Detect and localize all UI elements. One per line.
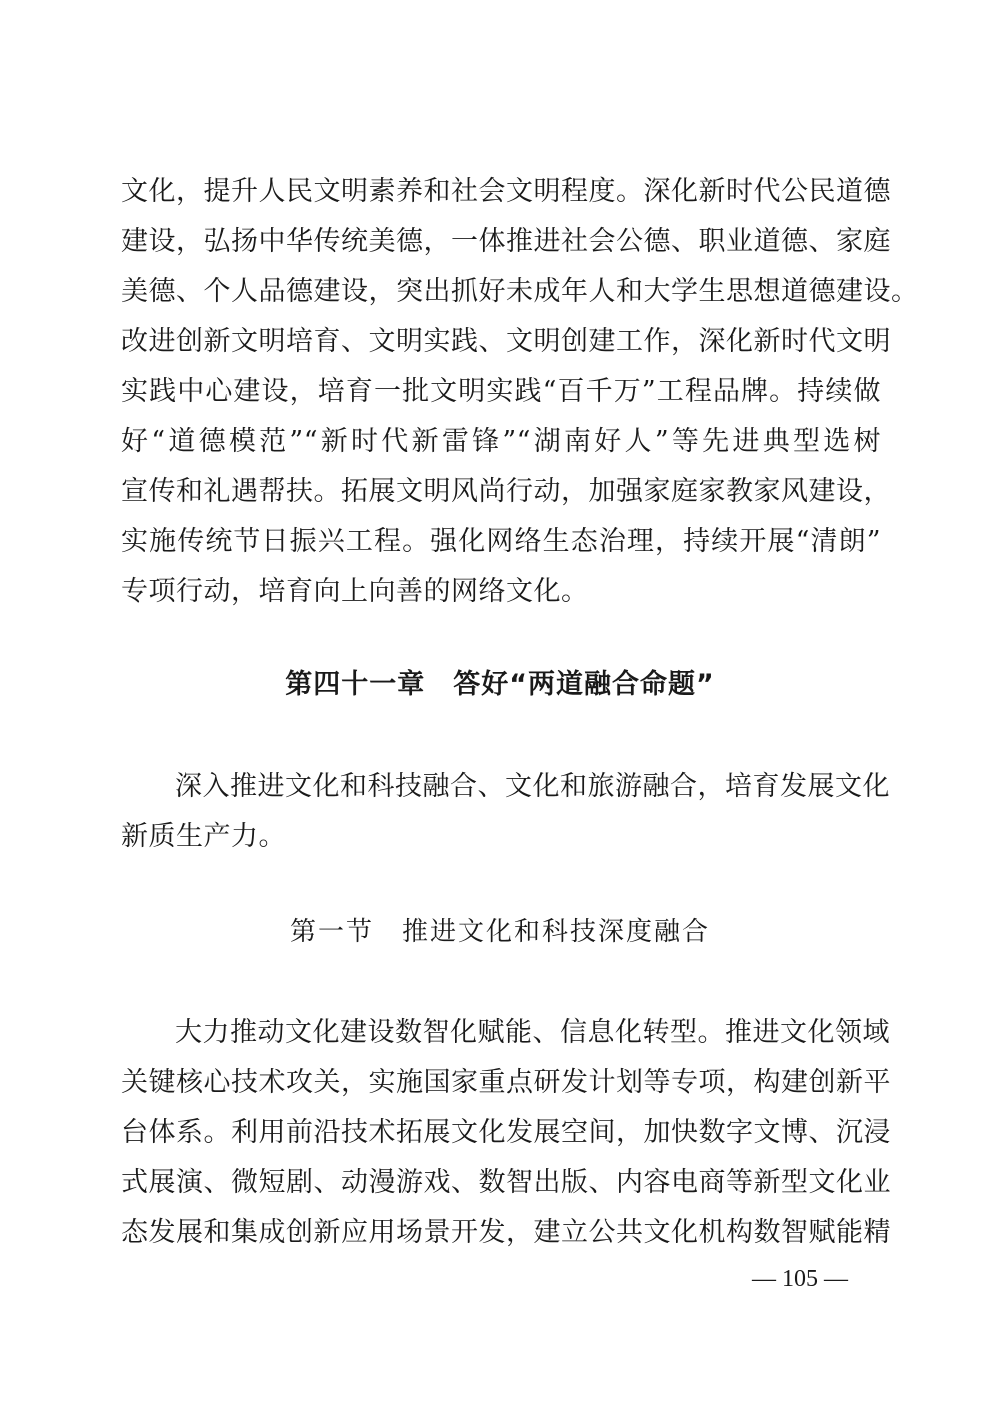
chapter-title: 第四十一章 答好“两道融合命题” [285, 669, 715, 700]
paragraph-line: 实施传统节日振兴工程。强化网络生态治理，持续开展“清朗” [121, 526, 881, 557]
paragraph-line: 台体系。利用前沿技术拓展文化发展空间，加快数字文博、沉浸 [121, 1117, 891, 1148]
paragraph-line: 态发展和集成创新应用场景开发，建立公共文化机构数智赋能精 [121, 1217, 891, 1248]
paragraph-line: 新质生产力。 [121, 821, 286, 852]
paragraph-line: 深入推进文化和科技融合、文化和旅游融合，培育发展文化 [175, 771, 890, 802]
paragraph-line: 宣传和礼遇帮扶。拓展文明风尚行动，加强家庭家教家风建设， [121, 476, 891, 507]
paragraph-line: 专项行动，培育向上向善的网络文化。 [121, 576, 589, 607]
paragraph-line: 实践中心建设，培育一批文明实践“百千万”工程品牌。持续做 [121, 376, 881, 407]
paragraph-line: 美德、个人品德建设，突出抓好未成年人和大学生思想道德建设。 [121, 276, 919, 307]
paragraph-line: 关键核心技术攻关，实施国家重点研发计划等专项，构建创新平 [121, 1067, 891, 1098]
section-title: 第一节 推进文化和科技深度融合 [289, 917, 710, 947]
paragraph-line: 好“道德模范”“新时代新雷锋”“湖南好人”等先进典型选树 [121, 426, 881, 457]
paragraph-line: 建设，弘扬中华传统美德，一体推进社会公德、职业道德、家庭 [121, 226, 891, 257]
paragraph-line: 文化，提升人民文明素养和社会文明程度。深化新时代公民道德 [121, 176, 891, 207]
paragraph-line: 大力推动文化建设数智化赋能、信息化转型。推进文化领域 [175, 1017, 890, 1048]
paragraph-line: 改进创新文明培育、文明实践、文明创建工作，深化新时代文明 [121, 326, 891, 357]
paragraph-line: 式展演、微短剧、动漫游戏、数智出版、内容电商等新型文化业 [121, 1167, 891, 1198]
page-number: — 105 — [752, 1266, 848, 1292]
